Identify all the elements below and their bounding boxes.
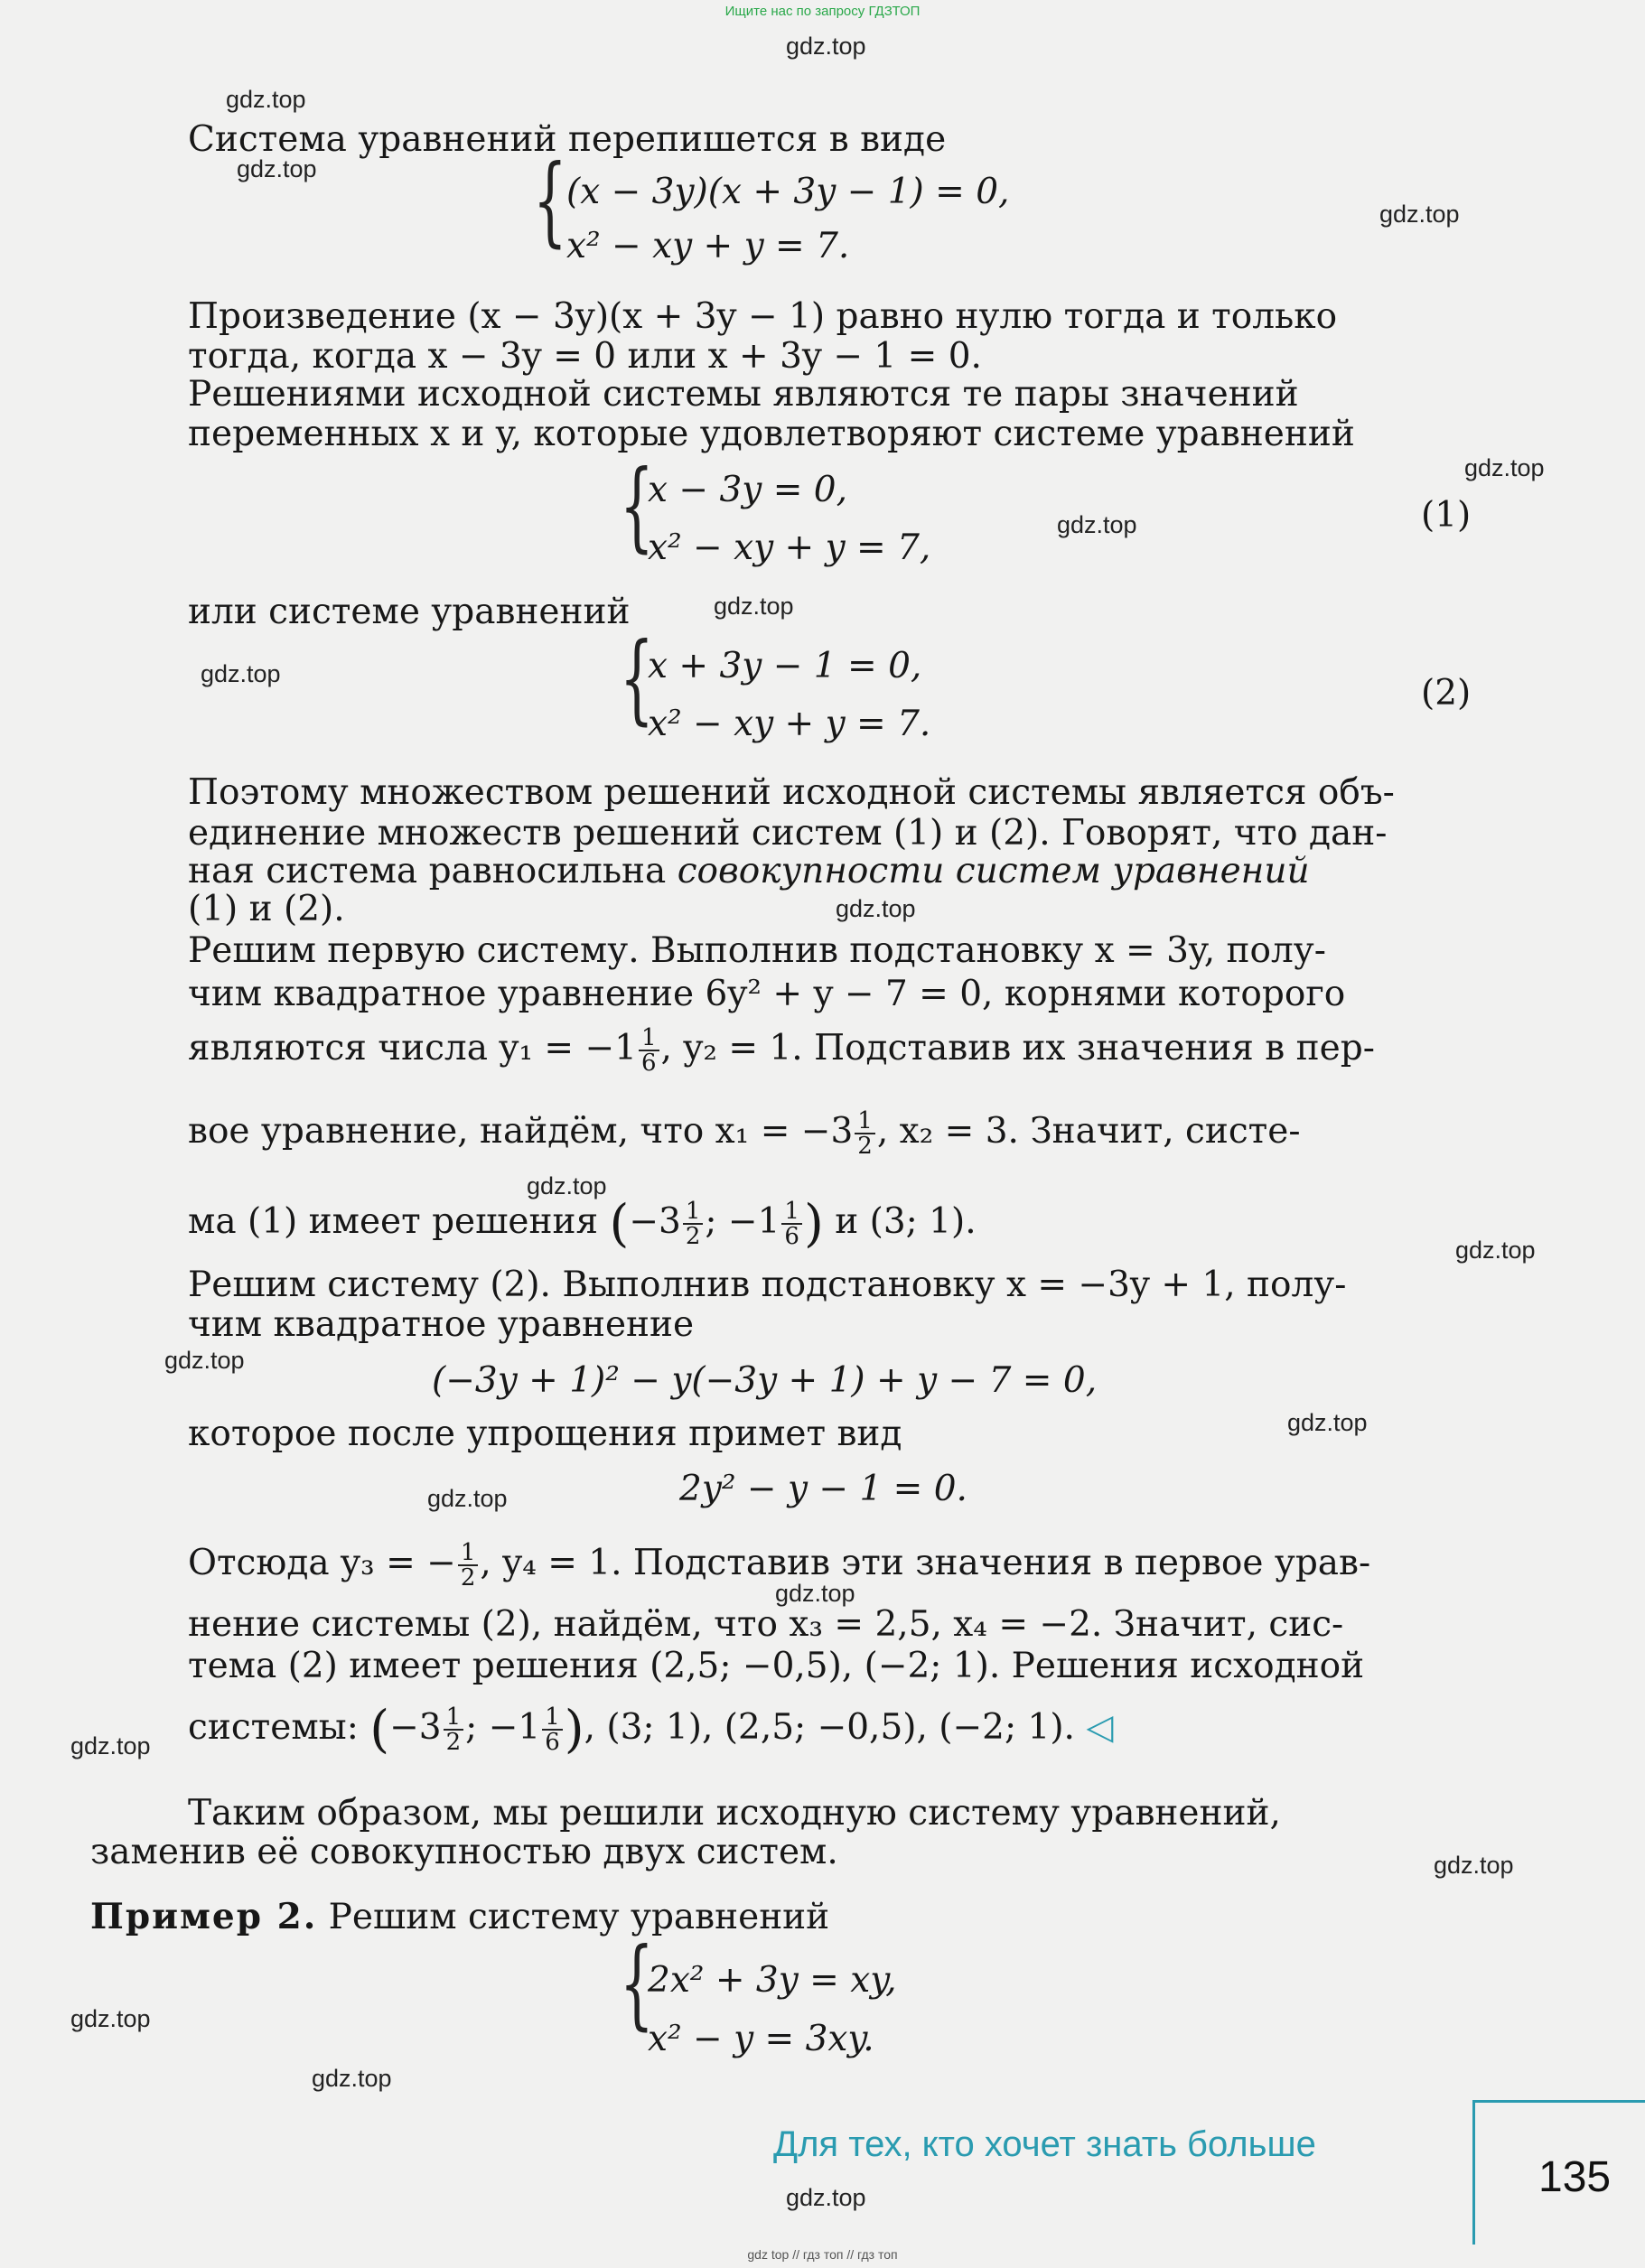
fraction — [639, 1026, 659, 1075]
watermark: gdz.top — [1379, 201, 1460, 228]
fraction-denominator: 2 — [857, 1133, 873, 1160]
fraction-numerator: 1 — [683, 1199, 704, 1225]
solution-part: ; −1 — [705, 1201, 780, 1242]
system2-eq2: x² − xy + y = 7. — [648, 704, 931, 744]
fraction — [458, 1541, 479, 1590]
example-label: Пример 2. — [90, 1896, 318, 1937]
watermark: gdz.top — [836, 895, 916, 922]
text-line: единение множеств решений систем (1) и (2). Говорят, что дан- — [188, 813, 1388, 854]
text-line: Таким образом, мы решили исходную систему уравнений, — [188, 1793, 1281, 1834]
solution-part: ; −1 — [465, 1707, 541, 1748]
text-span: Отсюда y₃ = − — [188, 1543, 456, 1583]
equation-display: (−3y + 1)² − y(−3y + 1) + y − 7 = 0, — [432, 1360, 1098, 1401]
text-line: тогда, когда x − 3y = 0 или x + 3y − 1 = 0. — [188, 336, 982, 377]
fraction — [542, 1705, 563, 1754]
fraction-numerator: 1 — [542, 1705, 563, 1731]
watermark: gdz.top — [164, 1347, 245, 1374]
text-line: Произведение (x − 3y)(x + 3y − 1) равно нулю тогда и только — [188, 296, 1338, 337]
text-line — [188, 1194, 977, 1254]
watermark: gdz.top — [226, 86, 306, 113]
fraction-denominator: 6 — [784, 1223, 799, 1250]
text-line: Решениями исходной системы являются те пары значений — [188, 374, 1299, 415]
watermark: gdz.top — [1057, 511, 1137, 538]
text-span: и (3; 1). — [835, 1201, 977, 1242]
system-brace: { — [620, 450, 654, 563]
paren-close: ) — [803, 1194, 824, 1254]
system1-eq2: x² − xy + y = 7, — [648, 527, 931, 568]
fraction-numerator: 1 — [458, 1541, 479, 1566]
text-span: вое уравнение, найдём, что x₁ = −3 — [188, 1111, 854, 1152]
watermark: gdz.top — [70, 2005, 151, 2032]
system3-eq1: 2x² + 3y = xy, — [648, 1960, 897, 2001]
watermark: gdz.top — [1464, 454, 1545, 481]
system-brace: { — [620, 1927, 654, 2040]
text-line: Решим первую систему. Выполнив подстановку x = 3y, полу- — [188, 930, 1326, 971]
emphasis-term: совокупности систем уравнений — [677, 851, 1310, 891]
text-span: , y₂ = 1. Подставив их значения в пер- — [660, 1028, 1375, 1069]
system0-eq2: x² − xy + y = 7. — [566, 226, 850, 266]
text-line: тема (2) имеет решения (2,5; −0,5), (−2; 1). Решения исходной — [188, 1646, 1365, 1686]
fraction-denominator: 2 — [685, 1223, 701, 1250]
text-span: являются числа y₁ = −1 — [188, 1028, 637, 1069]
fraction-numerator: 1 — [781, 1199, 802, 1225]
system2-eq1: x + 3y − 1 = 0, — [648, 646, 922, 686]
section-title: Для тех, кто хочет знать больше — [773, 2124, 1316, 2164]
fraction-denominator: 6 — [545, 1729, 560, 1756]
system-brace: { — [533, 145, 567, 257]
fraction — [444, 1705, 464, 1754]
watermark: gdz.top — [1287, 1409, 1368, 1436]
solution-part: −3 — [389, 1707, 442, 1748]
system-brace: { — [620, 622, 654, 735]
paren-open: ( — [609, 1194, 630, 1254]
text-line: или системе уравнений — [188, 592, 631, 632]
text-span: , y₄ = 1. Подставив эти значения в первое урав- — [480, 1543, 1371, 1583]
watermark: gdz.top — [786, 2184, 866, 2211]
fraction-denominator: 2 — [460, 1564, 476, 1591]
system1-eq1: x − 3y = 0, — [648, 470, 847, 510]
text-line: чим квадратное уравнение — [188, 1304, 695, 1345]
text-line: чим квадратное уравнение 6y² + y − 7 = 0, корнями которого — [188, 974, 1346, 1014]
watermark: gdz.top — [201, 660, 281, 687]
equation-display: 2y² − y − 1 = 0. — [679, 1469, 967, 1509]
text-line — [188, 1026, 1375, 1075]
paren-open: ( — [369, 1700, 390, 1759]
solution-part: −3 — [629, 1201, 681, 1242]
text-line — [188, 1109, 1301, 1158]
text-line — [90, 1897, 829, 1937]
text-line: Решим систему (2). Выполнив подстановку x = −3y + 1, полу- — [188, 1265, 1347, 1305]
system3-eq2: x² − y = 3xy. — [648, 2019, 874, 2059]
text-line — [188, 1700, 1114, 1759]
text-line: (1) и (2). — [188, 889, 345, 929]
fraction-numerator: 1 — [639, 1026, 659, 1051]
text-line: переменных x и y, которые удовлетворяют системе уравнений — [188, 414, 1355, 454]
watermark: gdz.top — [527, 1172, 607, 1199]
text-line: нение системы (2), найдём, что x₃ = 2,5, x₄ = −2. Значит, сис- — [188, 1604, 1344, 1645]
text-line: Поэтому множеством решений исходной системы является объ- — [188, 772, 1395, 813]
text-span: ная система равносильна — [188, 851, 678, 891]
page-number: 135 — [1538, 2153, 1612, 2201]
paren-close: ) — [564, 1700, 584, 1759]
text-span: , (3; 1), (2,5; −0,5), (−2; 1). — [584, 1707, 1075, 1748]
text-line — [188, 1541, 1370, 1590]
fraction — [683, 1199, 704, 1248]
watermark: gdz.top — [427, 1485, 508, 1512]
text-span: Решим систему уравнений — [317, 1897, 830, 1937]
watermark: gdz.top — [1455, 1237, 1536, 1264]
fraction-numerator: 1 — [855, 1109, 875, 1134]
equation-number: (2) — [1421, 673, 1472, 714]
watermark: gdz.top — [1434, 1852, 1514, 1879]
watermark: gdz.top — [312, 2065, 392, 2092]
text-line: которое после упрощения примет вид — [188, 1414, 902, 1454]
watermark: gdz.top — [786, 33, 866, 60]
top-banner: Ищите нас по запросу ГДЗТОП — [724, 4, 921, 19]
end-of-solution-icon: ◁ — [1086, 1707, 1114, 1748]
intro-line: Система уравнений перепишется в виде — [188, 119, 947, 160]
watermark: gdz.top — [714, 593, 794, 620]
text-line — [188, 851, 1310, 891]
watermark: gdz.top — [70, 1732, 151, 1759]
text-span: системы: — [188, 1707, 359, 1748]
text-line: заменив её совокупностью двух систем. — [90, 1832, 838, 1872]
system0-eq1: (x − 3y)(x + 3y − 1) = 0, — [566, 172, 1010, 212]
watermark: gdz.top — [775, 1580, 855, 1607]
fraction-denominator: 6 — [640, 1050, 657, 1077]
fraction-denominator: 2 — [445, 1729, 462, 1756]
bottom-banner: gdz top // гдз топ // гдз топ — [747, 2247, 898, 2262]
watermark: gdz.top — [237, 155, 317, 182]
text-span: , x₂ = 3. Значит, систе- — [876, 1111, 1301, 1152]
fraction — [781, 1199, 802, 1248]
equation-number: (1) — [1421, 495, 1472, 536]
fraction — [855, 1109, 875, 1158]
text-span: ма (1) имеет решения — [188, 1201, 599, 1242]
fraction-numerator: 1 — [444, 1705, 464, 1731]
